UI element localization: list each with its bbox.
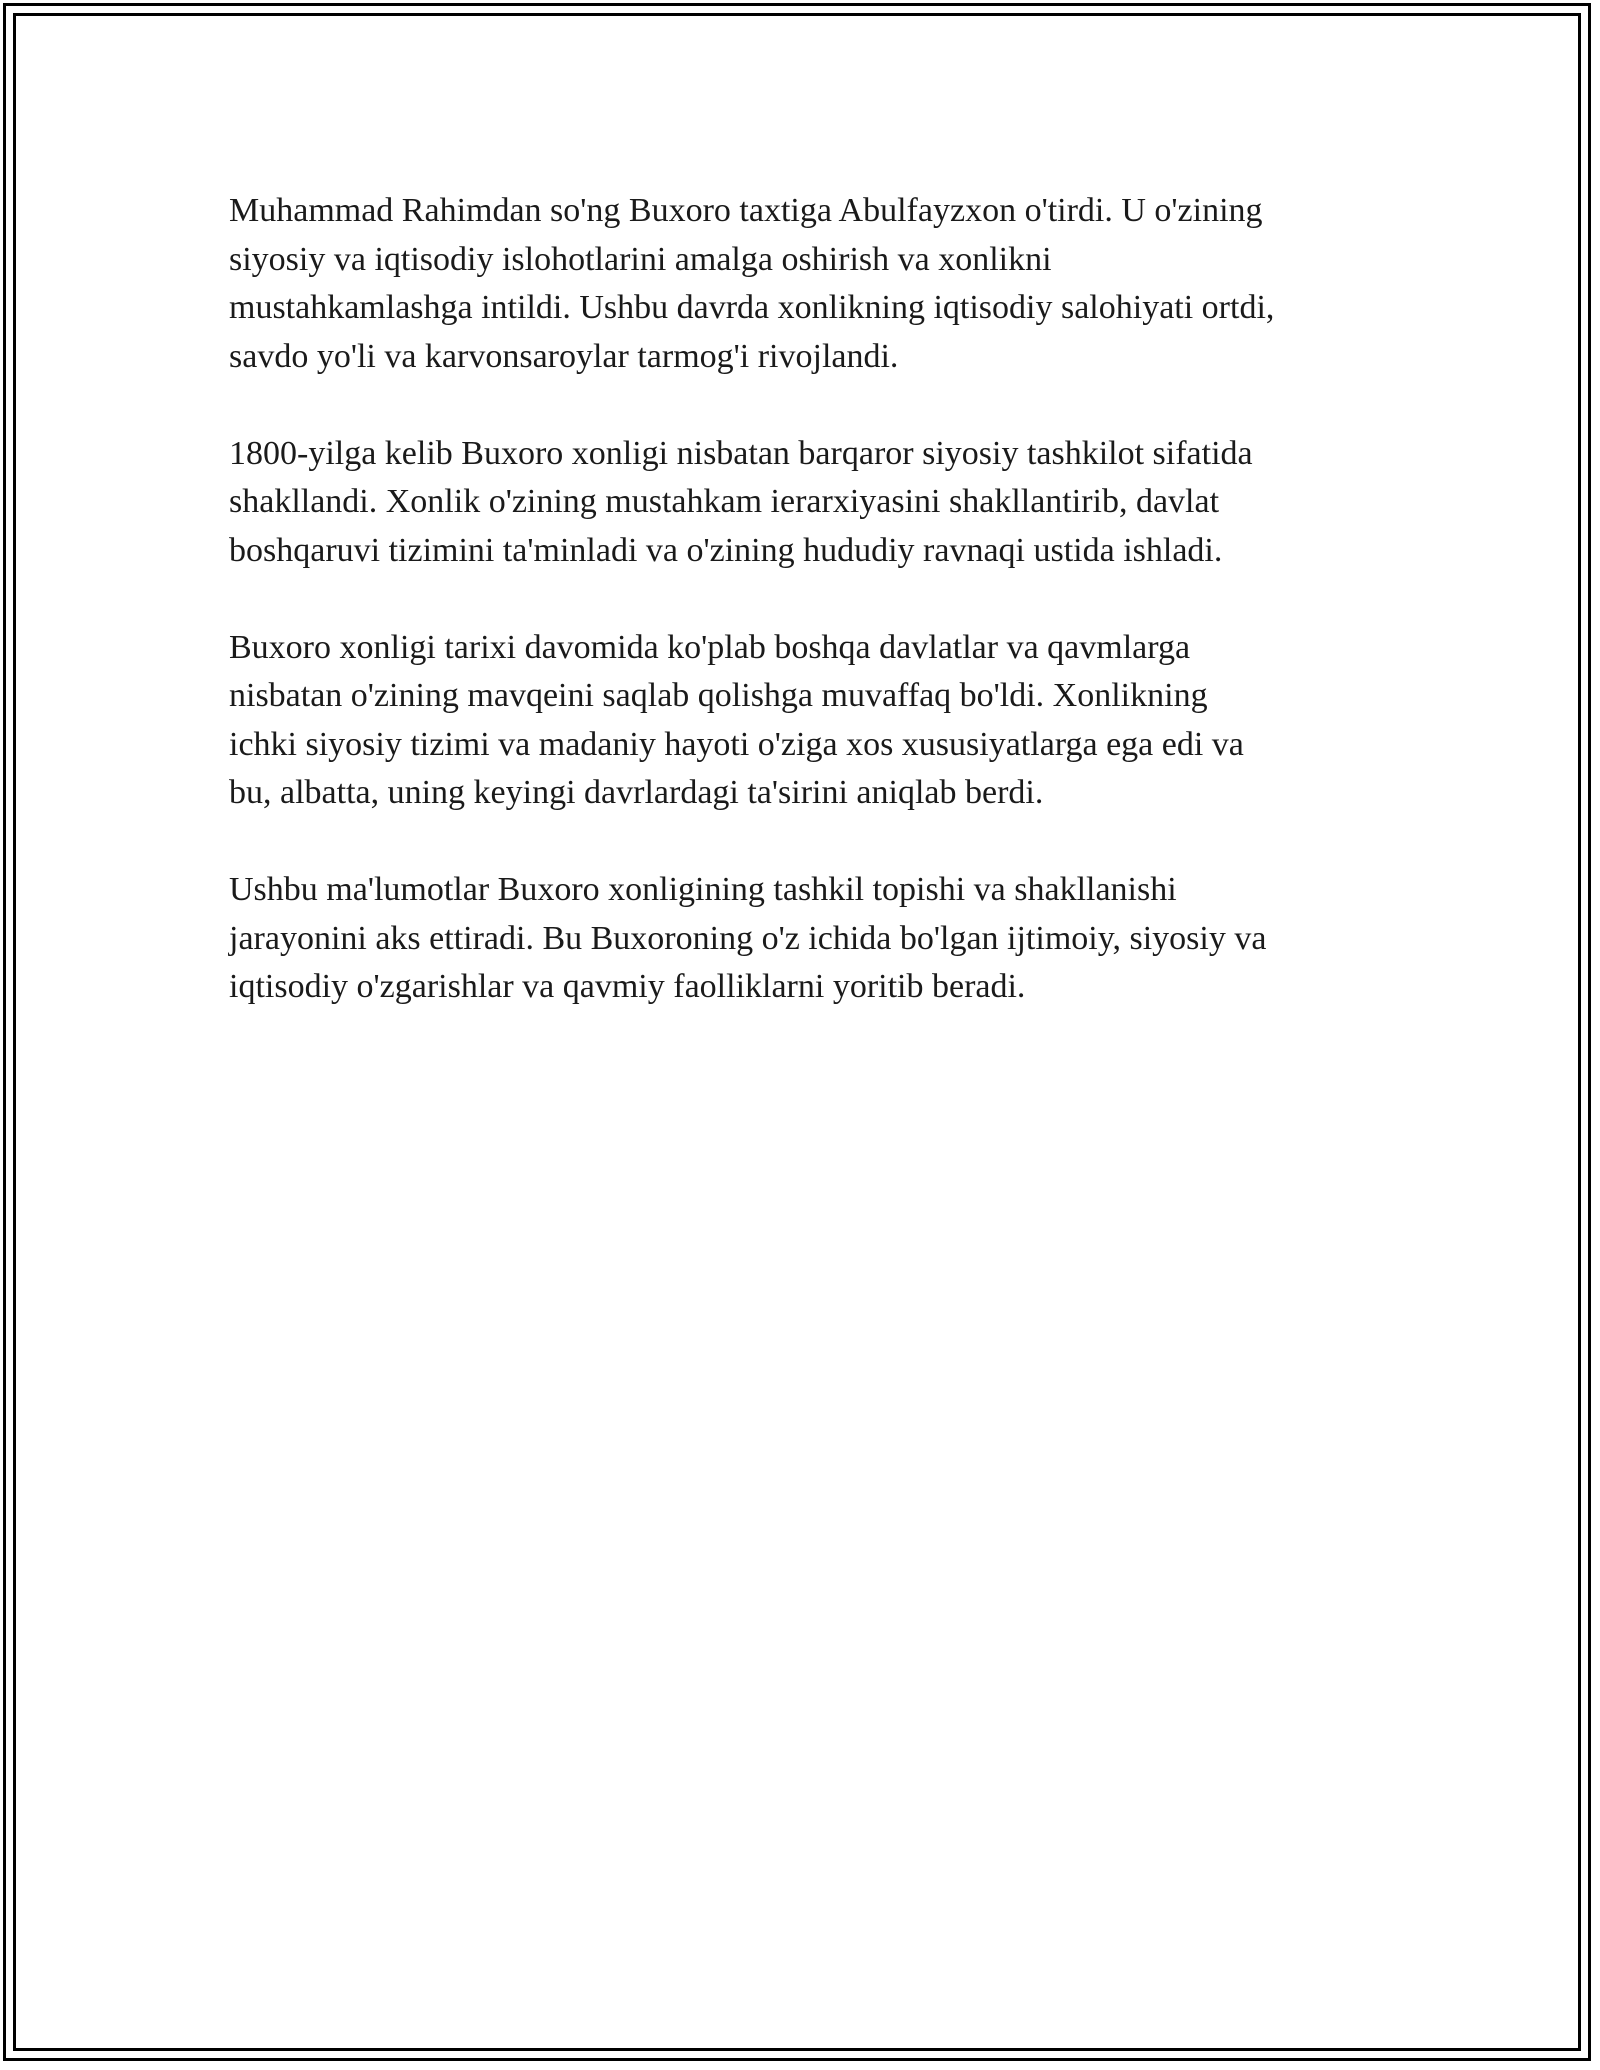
paragraph-line: jarayonini aks ettiradi. Bu Buxoroning o'z ichida bo'lgan ijtimoiy, siyosiy va [229,919,1267,957]
paragraph-2 [229,430,1409,576]
paragraph-line: nisbatan o'zining mavqeini saqlab qolishga muvaffaq bo'ldi. Xonlikning [229,677,1208,714]
paragraph-4 [229,866,1409,1012]
paragraph-line: bu, albatta, uning keyingi davrlardagi ta'sirini aniqlab berdi. [229,774,1044,811]
paragraph-line: boshqaruvi tizimini ta'minladi va o'zining hududiy ravnaqi ustida ishladi. [229,531,1223,569]
document-body [229,187,1409,1060]
paragraph-line: Muhammad Rahimdan so'ng Buxoro taxtiga Abulfayzxon o'tirdi. U o'zining [229,192,1263,229]
paragraph-line: ichki siyosiy tizimi va madaniy hayoti o'ziga xos xususiyatlarga ega edi va [229,725,1244,763]
paragraph-line: savdo yo'li va karvonsaroylar tarmog'i rivojlandi. [229,337,899,375]
paragraph-line: Buxoro xonligi tarixi davomida ko'plab boshqa davlatlar va qavmlarga [229,628,1191,666]
paragraph-line: mustahkamlashga intildi. Ushbu davrda xonlikning iqtisodiy salohiyati ortdi, [229,289,1275,326]
paragraph-3 [229,624,1409,818]
paragraph-line: 1800-yilga kelib Buxoro xonligi nisbatan barqaror siyosiy tashkilot sifatida [229,434,1253,472]
paragraph-line: shakllandi. Xonlik o'zining mustahkam ierarxiyasini shakllantirib, davlat [229,483,1220,520]
paragraph-line: siyosiy va iqtisodiy islohotlarini amalga oshirish va xonlikni [229,240,1052,278]
paragraph-1 [229,187,1409,381]
paragraph-line: iqtisodiy o'zgarishlar va qavmiy faolliklarni yoritib beradi. [229,968,1026,1005]
paragraph-line: Ushbu ma'lumotlar Buxoro xonligining tashkil topishi va shakllanishi [229,871,1177,908]
